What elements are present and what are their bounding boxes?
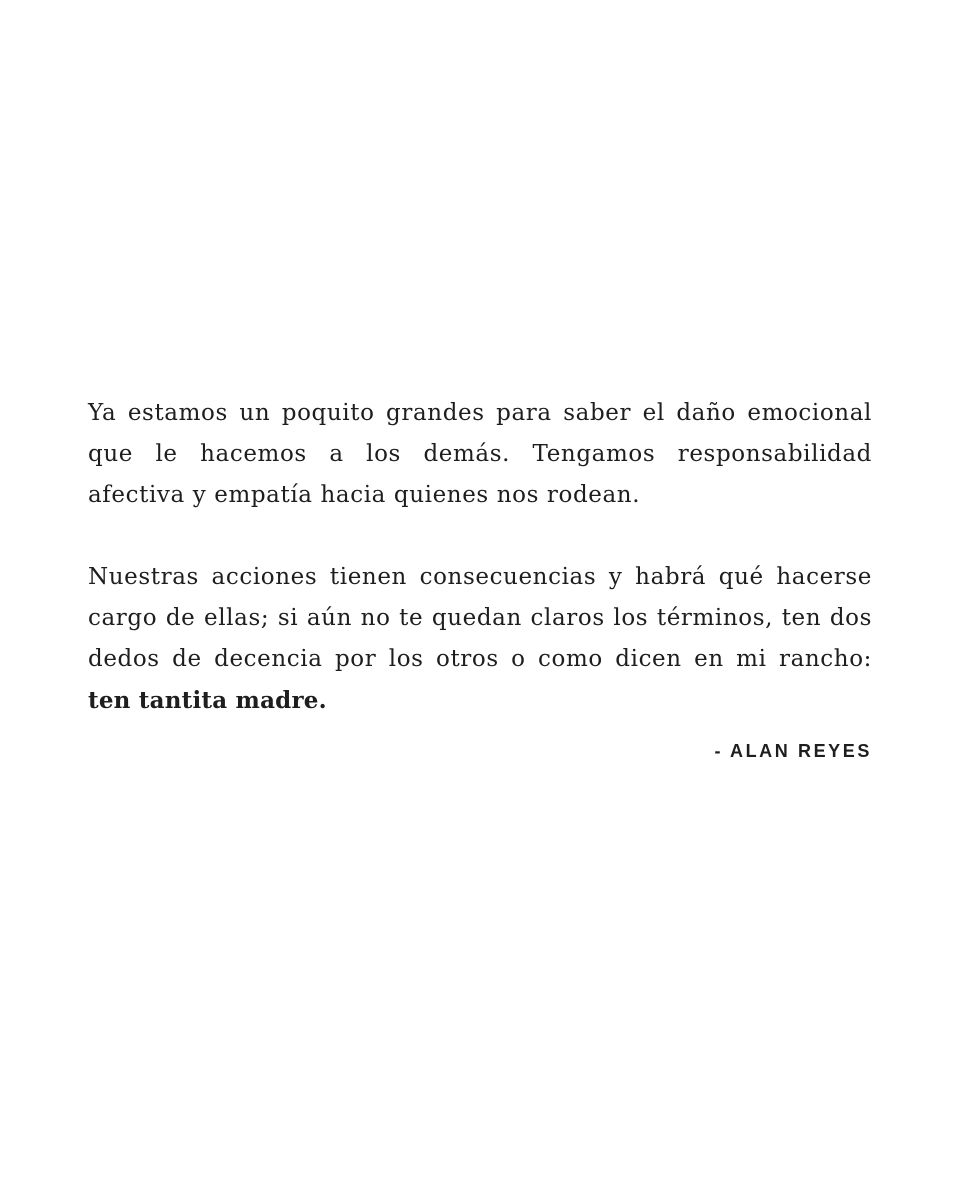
quote-paragraph-2-text: Nuestras acciones tienen consecuencias y habrá qué hacerse cargo de ellas; si aún no te quedan claros los términos, ten dos dedos de decencia por los otros o como dicen en mi rancho: <box>88 564 872 672</box>
quote-paragraph-2 <box>88 557 872 722</box>
quote-emphasis: ten tantita madre. <box>88 687 327 714</box>
quote-attribution: - ALAN REYES <box>714 741 872 761</box>
quote-paragraph-1: Ya estamos un poquito grandes para saber el daño emocional que le hacemos a los demás. Tengamos responsabilidad afectiva y empatía hacia quienes nos rodean. <box>88 400 872 508</box>
quote-card <box>88 393 872 765</box>
